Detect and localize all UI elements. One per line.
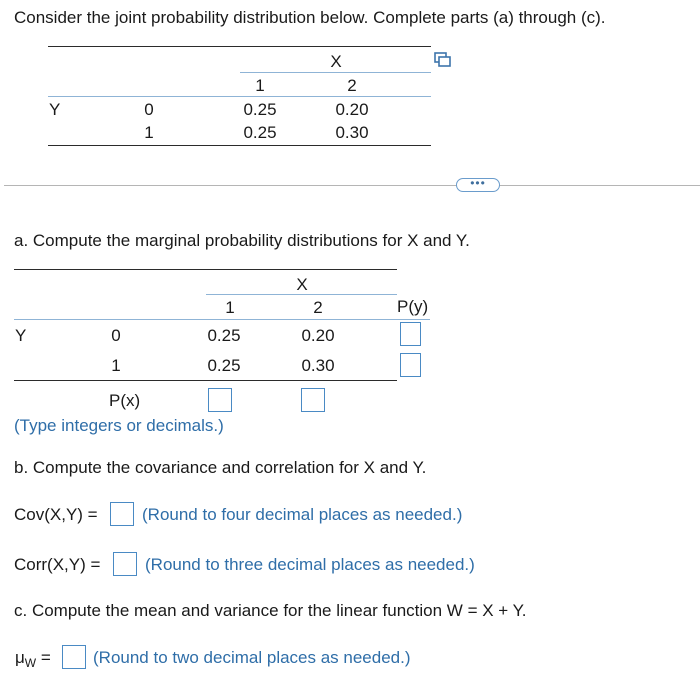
- header-rule: [14, 319, 430, 320]
- table-cell: 0.25: [243, 123, 277, 142]
- col-var-label: X: [330, 52, 342, 71]
- mean-w-hint: (Round to two decimal places as needed.): [93, 648, 411, 667]
- header-rule: [48, 96, 431, 97]
- x-value-header: 1: [255, 76, 265, 95]
- py-0-input[interactable]: [400, 322, 421, 346]
- table-cell: 0.30: [301, 356, 335, 375]
- mu-symbol: μ: [15, 648, 25, 667]
- py-header: P(y): [397, 297, 429, 316]
- part-c-question: c. Compute the mean and variance for the linear function W = X + Y.: [14, 601, 527, 620]
- correlation-input[interactable]: [113, 552, 137, 576]
- table-cell: 0.20: [335, 100, 369, 119]
- mean-w-label: [15, 648, 51, 669]
- part-a-hint: (Type integers or decimals.): [14, 416, 224, 435]
- table-cell: 0.20: [301, 326, 335, 345]
- y-value-label: 0: [111, 326, 121, 345]
- corr-hint: (Round to three decimal places as needed.): [145, 555, 475, 574]
- y-value-label: 1: [144, 123, 154, 142]
- table-top-rule: [14, 269, 397, 270]
- px-1-input[interactable]: [208, 388, 232, 412]
- table-top-rule: [48, 46, 431, 47]
- mu-subscript: W: [24, 656, 37, 670]
- cov-hint: (Round to four decimal places as needed.): [142, 505, 463, 524]
- intro-text: Consider the joint probability distribution below. Complete parts (a) through (c).: [14, 8, 606, 27]
- table-bottom-rule: [14, 380, 397, 381]
- py-1-input[interactable]: [400, 353, 421, 377]
- x-value-header: 2: [347, 76, 357, 95]
- col-var-label: X: [296, 275, 308, 294]
- row-var-label: Y: [15, 326, 27, 345]
- part-a-question: a. Compute the marginal probability distributions for X and Y.: [14, 231, 470, 250]
- cov-label: Cov(X,Y) =: [14, 505, 98, 524]
- col-var-rule: [240, 72, 431, 73]
- mean-w-input[interactable]: [62, 645, 86, 669]
- copy-table-icon[interactable]: [434, 52, 452, 68]
- table-bottom-rule: [48, 145, 431, 146]
- table-cell: 0.25: [207, 356, 241, 375]
- px-label: P(x): [109, 391, 141, 410]
- row-var-label: Y: [49, 100, 61, 119]
- px-2-input[interactable]: [301, 388, 325, 412]
- x-value-header: 1: [225, 298, 235, 317]
- y-value-label: 1: [111, 356, 121, 375]
- table-cell: 0.25: [207, 326, 241, 345]
- x-value-header: 2: [313, 298, 323, 317]
- mu-equals: =: [40, 648, 51, 667]
- corr-label: Corr(X,Y) =: [14, 555, 101, 574]
- part-b-question: b. Compute the covariance and correlation for X and Y.: [14, 458, 427, 477]
- y-value-label: 0: [144, 100, 154, 119]
- col-var-rule: [206, 294, 397, 295]
- covariance-input[interactable]: [110, 502, 134, 526]
- table-cell: 0.30: [335, 123, 369, 142]
- section-divider: [4, 185, 700, 186]
- more-button[interactable]: •••: [456, 178, 500, 192]
- table-cell: 0.25: [243, 100, 277, 119]
